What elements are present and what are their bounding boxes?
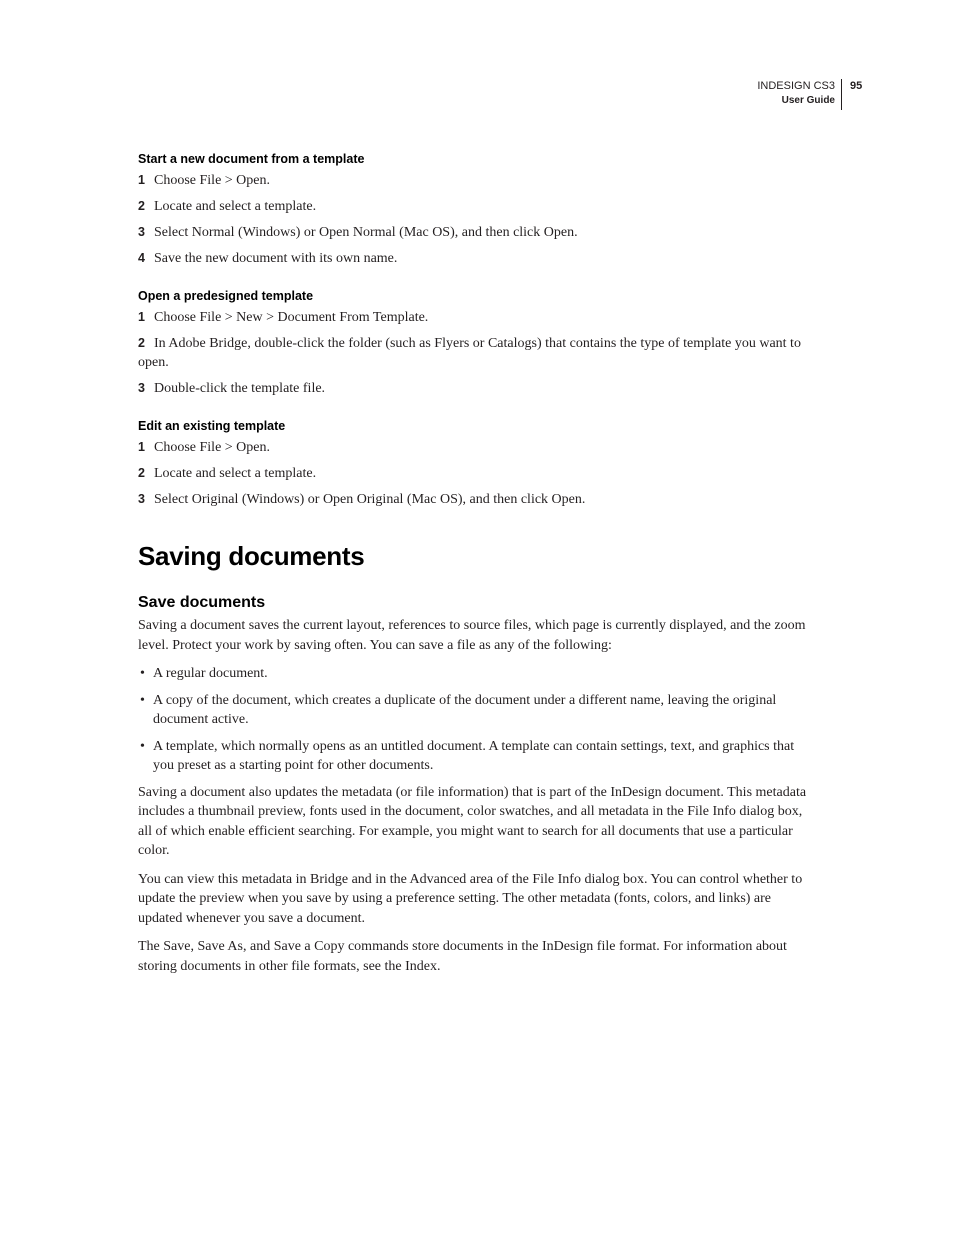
step-number: 2	[138, 335, 145, 350]
step-item	[138, 490, 814, 510]
running-header	[757, 79, 842, 110]
step-list	[138, 171, 814, 269]
save-options-list	[138, 664, 814, 776]
step-text: Choose File > New > Document From Template.	[154, 309, 429, 325]
step-number: 3	[138, 381, 145, 395]
step-text: Select Original (Windows) or Open Original (Mac OS), and then click Open.	[154, 491, 586, 507]
step-number: 2	[138, 199, 145, 213]
step-item	[138, 379, 814, 399]
bullet-mark: •	[140, 666, 145, 681]
list-item	[138, 664, 814, 684]
step-text: Choose File > Open.	[154, 173, 270, 188]
step-number: 1	[138, 309, 145, 324]
step-number: 1	[138, 173, 145, 187]
intro-paragraph: Saving a document saves the current layout, references to source files, which page is currently displayed, and the zoom level. Protect your work by saving often. You can save a file as any of the following:	[138, 618, 806, 653]
header-product-name: INDESIGN CS3	[757, 80, 835, 92]
bullet-text: A template, which normally opens as an untitled document. A template can contain settings, text, and graphics that you preset as a starting point for other documents.	[153, 738, 795, 773]
step-number: 3	[138, 225, 145, 239]
step-number: 4	[138, 251, 145, 265]
page-number: 95	[850, 80, 863, 92]
step-item	[138, 249, 814, 269]
body-paragraph: You can view this metadata in Bridge and in the Advanced area of the File Info dialog box. You can control whether to update the preview when you save by using a preference setting. The other metadata (fonts, colors, and links) are updated whenever you save a document.	[138, 871, 803, 926]
procedure-title: Start a new document from a template	[138, 152, 365, 166]
step-item	[138, 223, 814, 243]
step-text: Locate and select a template.	[154, 465, 317, 481]
step-item	[138, 308, 814, 328]
section-heading: Saving documents	[138, 541, 365, 571]
step-list	[138, 438, 814, 510]
bullet-mark: •	[140, 692, 145, 708]
bullet-mark: •	[140, 738, 145, 754]
step-number: 1	[138, 439, 145, 454]
step-text: Choose File > Open.	[154, 439, 270, 455]
list-item	[138, 691, 814, 730]
procedure-new-from-template	[138, 150, 814, 269]
procedure-title: Edit an existing template	[138, 418, 286, 433]
procedure-title: Open a predesigned template	[138, 288, 314, 303]
step-item	[138, 334, 814, 373]
step-item	[138, 197, 814, 217]
step-text: Select Normal (Windows) or Open Normal (Mac OS), and then click Open.	[154, 225, 578, 240]
step-item	[138, 464, 814, 484]
step-text: Double-click the template file.	[154, 381, 326, 396]
step-item	[138, 171, 814, 191]
body-paragraph: Saving a document also updates the metadata (or file information) that is part of the InDesign document. This metadata includes a thumbnail preview, fonts used in the document, color swatches, and all metadata in the File Info dialog box, all of which enable efficient searching. For example, you might want to search for all documents that use a particular color.	[138, 784, 807, 858]
step-text: Locate and select a template.	[154, 199, 317, 214]
step-list	[138, 308, 814, 399]
step-number: 2	[138, 465, 145, 480]
list-item	[138, 737, 814, 776]
step-text: Save the new document with its own name.	[154, 251, 398, 266]
step-number: 3	[138, 491, 145, 506]
bullet-text: A copy of the document, which creates a duplicate of the document under a different name, leaving the original document active.	[153, 692, 777, 727]
procedure-open-predesigned	[138, 287, 814, 399]
page-content	[138, 150, 814, 985]
step-item	[138, 438, 814, 458]
subsection-heading: Save documents	[138, 594, 266, 611]
header-guide-name: User Guide	[781, 95, 835, 106]
procedure-edit-existing	[138, 417, 814, 510]
body-paragraph: The Save, Save As, and Save a Copy commands store documents in the InDesign file format. For information about storing documents in other file formats, see the Index.	[138, 939, 787, 974]
bullet-text: A regular document.	[153, 666, 268, 681]
step-text: In Adobe Bridge, double-click the folder (such as Flyers or Catalogs) that contains the type of template you want to open.	[138, 335, 801, 370]
